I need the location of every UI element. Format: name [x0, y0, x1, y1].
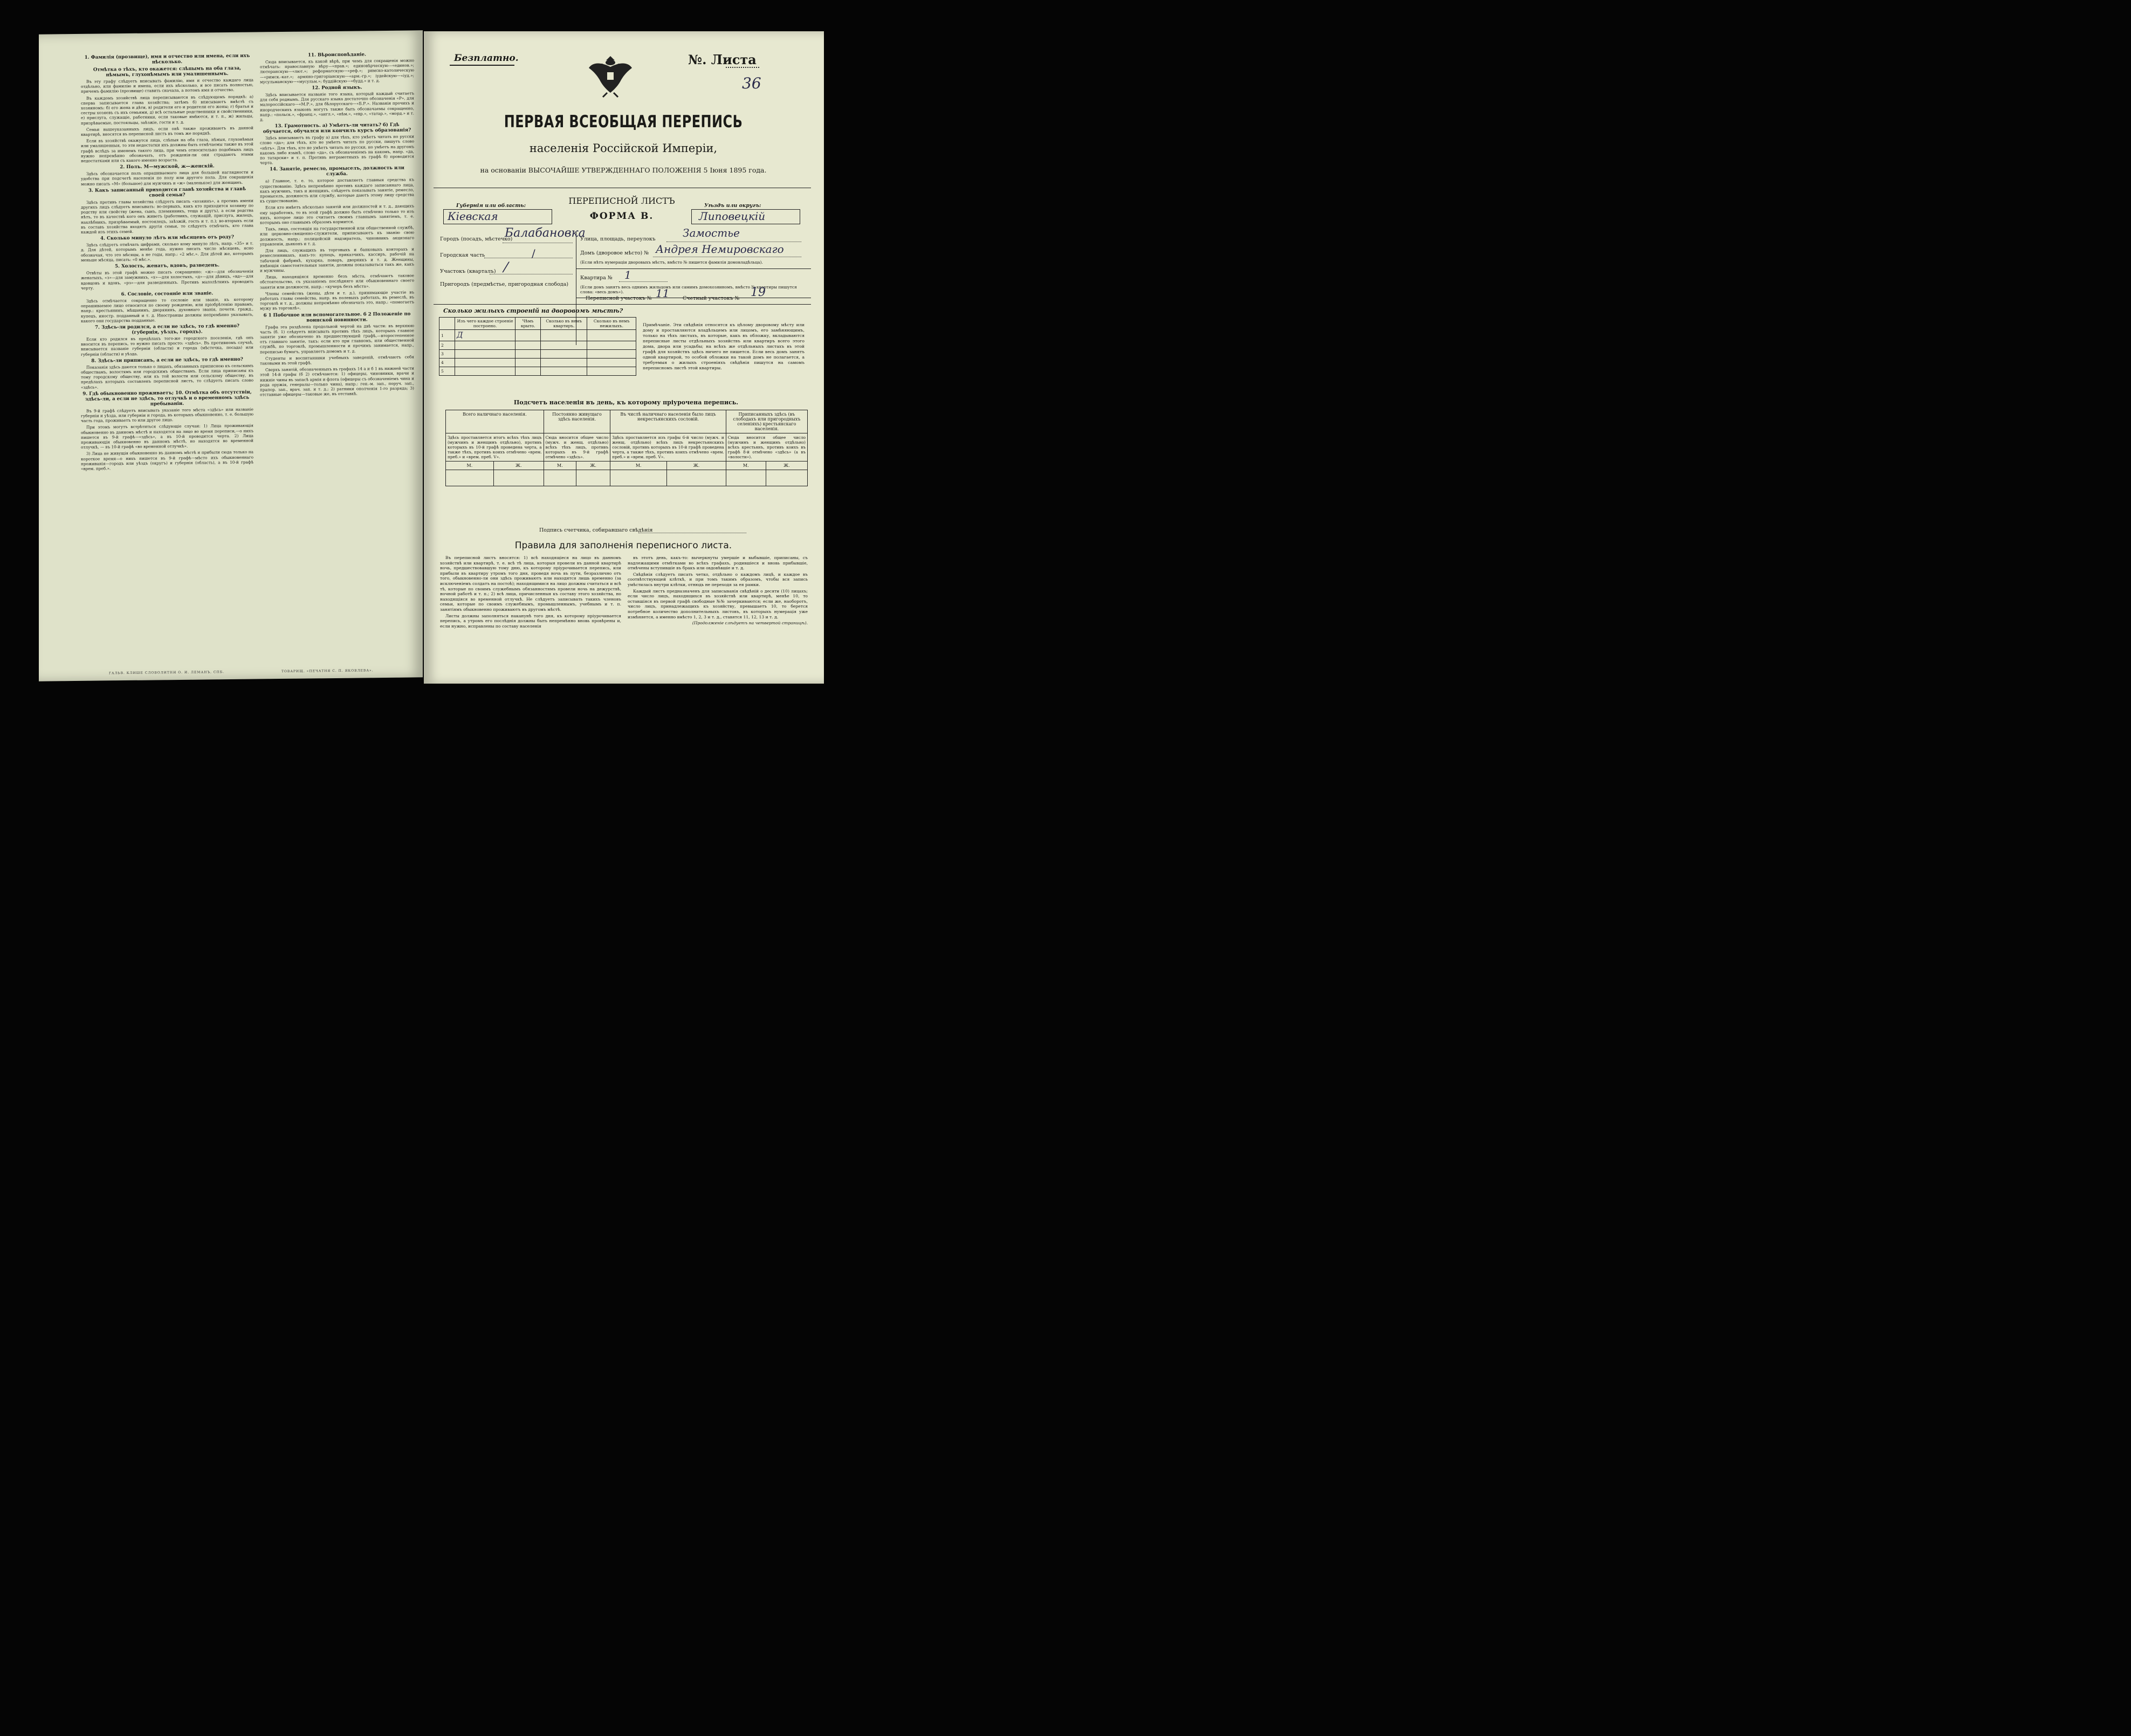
ulitsa-value: Замостье — [683, 226, 740, 239]
section-heading: 2. Полъ. М—мужской, ж—женскій. — [120, 163, 215, 170]
sheet-number-line — [726, 52, 759, 68]
printer-left: ГАЛЬВ. КЛИШЕ СЛОВОЛИТНИ О. И. ЛЕМАНЪ, СПБ. — [109, 670, 225, 676]
build-header-material: Изъ чего каждое строеніе построено. — [455, 318, 515, 330]
section-paragraph: Здѣсь вписываютъ въ графу а) для тѣхъ, кто умѣетъ читать по русски слово «да»; для тѣхъ, кто не умѣетъ читать по русски, пишутъ слово «нѣтъ». Для тѣхъ, кто не умѣетъ читать по русски, но умѣетъ на другомъ какомъ либо языкѣ, слово «да», съ обозначеніемъ на какомъ, напр. «да, по татарски» и т. п. Противъ неграмотныхъ въ графѣ б) проводится черта. — [260, 134, 414, 166]
gorod-value: Балабановка — [505, 226, 586, 240]
count-header-peasant: Приписанныхъ здѣсь (въ слободахъ или пригородныхъ селеніяхъ) крестьянскаго населенія. — [726, 410, 807, 433]
count-desc-noncrest: Здѣсь проставляется изъ графы 6-й число (мужч. и женщ. отдѣльно) всѣхъ лицъ некрестьянскихъ сословій, противъ которыхъ въ 10-й графѣ проведена черта, а также тѣхъ, противъ коихъ отмѣчено «врем. преб.» и «врем. преб. V». — [610, 433, 726, 461]
section-paragraph: Отвѣты въ этой графѣ можно писать сокращенно: «ж»—для обозначенія женатыхъ, «з»—для замужнихъ, «х»—для холостыхъ, «д»—для дѣвицъ, «вд»—для вдовцовъ и вдовъ, «рз»—для разведенныхъ. Противъ малолѣтнихъ проводить черту. — [81, 268, 253, 291]
build-row-num: 1 — [439, 330, 455, 341]
count-header-noncrest: Въ числѣ наличнаго населенія было лицъ некрестьянскихъ сословій. — [610, 410, 726, 433]
kvartira-line — [619, 281, 668, 282]
section-heading: 14. Занятіе, ремесло, промыселъ, должность или служба. — [270, 166, 404, 177]
count-m: М. — [446, 461, 494, 470]
kvartira-label: Квартира № — [580, 275, 613, 281]
section-heading: 1. Фамилія (прозвище), имя и отчество или имена, если ихъ нѣсколько. — [84, 53, 250, 65]
section-paragraph: Въ эту графу слѣдуетъ вписывать фамилію, имя и отчество каждаго лица отдѣльно, или фамилію и имена, если ихъ нѣсколько, и все писать полностью, причемъ фамилію (прозвище) ставить сначала, а потомъ имя и отчество. — [81, 77, 253, 94]
count-m: М. — [726, 461, 766, 470]
kvartira-value: 1 — [624, 268, 631, 281]
section-paragraph: Здѣсь отмѣчается сокращенно то сословіе или званіе, къ которому опрашиваемое лицо относится по своему рожденію, или пріобрѣтенію правамъ, напр.: крестьянинъ, мѣщанинъ, дворянинъ, духовнаго званія, почетн. гражд., купецъ, иностр. подданный и т. д. Иностранцы должны непремѣнно указывать, какого они государства подданные. — [81, 297, 253, 323]
schet-uchastok-value: 19 — [751, 286, 766, 299]
primechanie-note: Примѣчаніе. Эти свѣдѣнія относятся къ цѣлому дворовому мѣсту или дому и проставляются владѣльцемъ или лицомъ, его замѣняющимъ, только на тѣхъ листахъ, въ которые, какъ въ обложку, вкладываются переписные листы отдѣльныхъ хозяйствъ или квартиръ всего этого дома, двора или усадьбы; на всѣхъ же отдѣльныхъ листахъ въ этой графѣ для хозяйствъ здѣсь ничего не пишется. Если весь домъ занятъ одной квартирой, то особой обложки на такой домъ не полагается, а требуемыя о жилыхъ строеніяхъ свѣдѣнія пишутся на самомъ переписномъ листѣ этой квартиры. — [643, 322, 805, 370]
section-heading: 4. Сколько минуло лѣтъ или мѣсяцевъ отъ роду? — [100, 235, 234, 242]
rules-right-column — [628, 555, 808, 627]
rules-right-p3: Каждый листъ предназначенъ для записыванія свѣдѣній о десяти (10) лицахъ; если число лицъ, находящихся въ хозяйствѣ или квартирѣ, менѣе 10, то оставшіяся въ первой графѣ свободные №№ зачеркиваются; если же, наоборотъ, число лицъ, принадлежащихъ къ хозяйству, превышаетъ 10, то берется потребное количество дополнительныхъ листовъ, въ которыхъ нумерація уже измѣняется, а именно вмѣсто 1, 2, 3 и т. д., ставятся 11, 12, 13 и т. д. — [628, 588, 808, 619]
printer-right: ТОВАРИЩ. «ПЕЧАТНЯ С. П. ЯКОВЛЕВА». — [281, 669, 374, 674]
section-paragraph: Въ 9-й графѣ слѣдуетъ вписывать указаніе того мѣста «здѣсь» или названіе губерніи и уѣзда, или губерніи и города, въ которыхъ обыкновенно, т. е. большую часть года, проживаетъ то или другое лицо. — [81, 407, 253, 424]
section-paragraph: Если кто родился въ предѣлахъ того-же городского поселенія, гдѣ онъ вносится въ перепись, то нужно писать просто: «здѣсь». Въ противномъ случаѣ, вписывается названіе губерніи (области) и города (мѣстечка, посада) или губерніи (области) и уѣзда. — [81, 335, 253, 357]
section-paragraph: При этомъ могутъ встрѣтиться слѣдующіе случаи: 1) Лица проживающія обыкновенно въ данномъ мѣстѣ и находятся на лицо во время переписи,—о нихъ пишется въ 9-й графѣ—«здѣсь», а въ 10-й проводится черта. 2) Лица проживающія обыкновенно въ данномъ мѣстѣ, но находятся во временной отлучкѣ, — въ 10-й графѣ «во временной отлучкѣ». — [81, 423, 253, 450]
section-paragraph: Показанія здѣсь даются только о лицахъ, обязанныхъ приписною къ сельскимъ обществамъ, волостямъ или городскимъ обществамъ. Если лица приписаны къ тому городскому обществу, или къ той волости или сельскому обществу, въ предѣлахъ которыхъ составленъ переписной листъ, то слѣдуетъ писать слово «здѣсь». — [81, 363, 253, 390]
ulitsa-label: Улица, площадь, переулокъ — [580, 236, 656, 242]
uezd-label: Уѣздъ или округъ: — [704, 203, 761, 209]
perepis-uchastok-value: 11 — [656, 287, 670, 300]
left-column-2 — [260, 50, 414, 398]
chast-dash: / — [532, 247, 535, 260]
section-heading: 8. Здѣсь-ли приписанъ, а если не здѣсь, то гдѣ именно? — [91, 356, 243, 364]
rules-left-column — [440, 555, 621, 630]
address-bottom-rule — [434, 304, 811, 305]
dom-note: (Если нѣтъ нумераціи дворовыхъ мѣстъ, вмѣсто № пишется фамилія домовладѣльца). — [580, 260, 763, 265]
dom-label: Домъ (дворовое мѣсто) № — [580, 250, 649, 256]
kvartira-rule — [576, 268, 811, 269]
section-paragraph: Если кто имѣетъ нѣсколько занятій или должностей и т. д., дающихъ ему заработокъ, то въ этой графѣ должно быть отмѣчено только то изъ нихъ, которое лицо это считаетъ своимъ главнымъ занятіемъ, т. е. которымъ оно главнымъ образомъ кормится. — [260, 203, 414, 225]
build-header-nonresidential: Сколько въ немъ нежилыхъ. — [587, 318, 636, 330]
section-paragraph: Здѣсь вписывается названіе того языка, который каждый считаетъ для себя роднымъ. Для русскаго языка достаточно обозначенія «Р», для малороссійскаго—«М.Р.», для бѣлорусскаго—«Б.Р.». Названія прочихъ и инородческихъ языковъ могутъ также быть обозначаемы сокращенно, напр.: «польск.», «франц.», «англ.», «нѣм.», «евр.», «татар.», «морд.» и т. д. — [260, 91, 414, 122]
section-paragraph: 3) Лица не живущія обыкновенно въ данномъ мѣстѣ и прибыли сюда только на короткое время—о нихъ пишется въ 9-й графѣ—мѣсто ихъ обыкновеннаго проживанія—городъ или уѣздъ (округъ) и губернія (область), а въ 10-й графѣ «врем. преб.». — [81, 449, 253, 471]
uchastok-dash: ⁄ — [505, 260, 507, 276]
section-paragraph: Здѣсь обозначается полъ опрашиваемаго лица для большей наглядности и удобства при подсчетѣ населенія по полу или другого пола. Для сокращенія можно писать «М» (большое) для мужчинъ и «ж» (маленькое) для женщинъ. — [81, 169, 253, 187]
section-heading: 6 1 Побочное или вспомогательное. б 2 Положеніе по воинской повинности. — [263, 311, 411, 323]
form-title: ПЕРЕПИСНОЙ ЛИСТЪ — [568, 196, 675, 206]
section-paragraph: Члены семействъ (жены, дѣти и т. д.), принимающіе участіе въ работахъ главы семейства, напр. въ полевыхъ работахъ, въ ремеслѣ, въ торговлѣ и т. д., должны непремѣнно обозначать это, напр.: «помогаетъ мужу въ торговлѣ». — [260, 290, 414, 311]
gorod-label: Городъ (посадъ, мѣстечко) — [440, 236, 513, 242]
kvartira-note: (Если домъ занятъ весь однимъ жильцомъ или самимъ домохозяиномъ, вмѣсто № квартиры пишутся слова: «весь домъ»). — [580, 285, 797, 294]
count-zh: Ж. — [667, 461, 726, 470]
census-title: ПЕРВАЯ ВСЕОБЩАЯ ПЕРЕПИСЬ — [504, 112, 743, 132]
uchastok-label: Участокъ (кварталъ) — [440, 268, 496, 274]
schet-uchastok-label: Счетный участокъ № — [683, 295, 740, 301]
sheet-number-label: №. Листа — [688, 52, 757, 67]
buildings-table — [439, 317, 636, 376]
signature-label: Подпись счетчика, собиравшаго свѣдѣнія — [539, 527, 653, 533]
section-paragraph: Студенты и воспитанники учебныхъ заведеній, отмѣчаютъ себя таковыми въ этой графѣ. — [260, 354, 414, 366]
form-subtitle: ФОРМА В. — [589, 211, 654, 222]
gubernia-value: Кіевская — [448, 210, 498, 223]
rules-right-p1: въ этотъ день, какъ-то: вычеркнуты умершіе и выбывшіе, приписаны, съ надлежащими отмѣтками во всѣхъ графахъ, родившіеся и вновь прибывшіе, отмѣчены вступившіе въ бракъ или овдовѣвшіе и т. д. — [628, 555, 808, 571]
section-paragraph: Въ каждомъ хозяйствѣ лица переписываются въ слѣдующемъ порядкѣ: а) сперва записывается глава хозяйства; затѣмъ б) вписываютъ вмѣстѣ съ хозяиномъ: б) его жена и дѣти, в) родители его и родители его жены; г) братья и сестры хозяевъ съ ихъ семьями, д) всѣ остальные родственники и свойственники, е) прислуга, служащіе, работники, если таковые имѣются, и т. п., ж) жильцы, призрѣваемые, постояльцы, заѣзжіе, гости и т. д. — [81, 94, 253, 126]
population-count-table — [445, 410, 808, 486]
rules-left-p2: Листы должны заполняться наканунѣ того дня, къ которому пріурочивается перепись, а утромъ его послѣднія должны быть непремѣнно вновь провѣрены и, если нужно, исправлены по составу населенія — [440, 613, 621, 629]
count-m: М. — [544, 461, 576, 470]
build-row-num: 2 — [439, 341, 455, 350]
census-basis: на основаніи ВЫСОЧАЙШЕ УТВЕРЖДЕННАГО ПОЛОЖЕНІЯ 5 Іюня 1895 года. — [480, 166, 767, 174]
section-heading: Отмѣтка о тѣхъ, кто окажется: слѣпымъ на оба глаза, нѣмымъ, глухонѣмымъ или умалишеннымъ. — [93, 65, 242, 78]
rules-left-p1: Въ переписной листъ вносятся: 1) всѣ находящіеся на лицо въ данномъ хозяйствѣ или квартирѣ, т. е. всѣ тѣ лица, которыя провели въ данной квартирѣ ночь, предшествовавшую тому дню, къ которому пріурочивается перепись, или прибыли въ квартиру утромъ того дня, проведя ночь въ пути, безразлично отъ того, обыкновенно-ли они здѣсь проживаютъ или находятся лишь временно (за исключеніемъ солдатъ на постоѣ); находящимися на лицо должны считаться и всѣ тѣ, которые по своимъ служебнымъ обязанностямъ провели ночь на дежурствѣ, ночной работѣ и т. п.; 2) всѣ лица, причисленныя къ составу этого хозяйства, но находящіяся во временной отлучкѣ. Не слѣдуетъ записывать такихъ членовъ семьи, которые по своимъ служебнымъ, промышленнымъ, учебнымъ и т. п. занятіямъ обыкновенно проживаютъ въ другомъ мѣстѣ. — [440, 555, 621, 612]
perepis-uchastok-label: Переписной участокъ № — [586, 295, 652, 301]
build-row-num: 4 — [439, 359, 455, 367]
section-paragraph: Здѣсь противъ главы хозяйства слѣдуетъ писать «хозяинъ», а противъ имени другихъ лицъ слѣдуетъ вписывать: во-первыхъ, какъ кто приходится хозяину по родству или свойству (жена, сынъ, племянникъ, теща и другъ), а если родства нѣтъ, то въ качествѣ кого онъ живетъ (работникъ, служащій, прислуга, жилецъ, нахлѣбникъ, призрѣваемый, постоялецъ, заѣзжій, гость и т. п.); во-вторыхъ если въ составъ хозяйства входятъ другія семьи, то слѣдуетъ отмѣчать, кто глава каждой изъ этихъ семей. — [81, 198, 253, 235]
count-header-permanent: Постоянно живущаго здѣсь населенія. — [544, 410, 610, 433]
double-eagle-emblem — [586, 51, 635, 100]
section-heading: 9. Гдѣ обыкновенно проживаетъ; 10. Отмѣтка объ отсутствіи, здѣсь-ли, а если не здѣсь, то отлучкѣ и о временномъ здѣсь пребываніи. — [83, 389, 252, 407]
count-m: М. — [610, 461, 667, 470]
census-subtitle: населенія Россійской Имперіи, — [529, 142, 718, 155]
section-paragraph: Сверхъ занятій, обозначенныхъ въ графахъ 14 а и б 1 въ нижней части этой 14-й графы (б 2) отмѣчаются: 1) офицеры, чиновники, врачи и нижніе чины въ запасѣ армія и флота (офицеры съ обозначеніемъ чина и рода оружія, генералы—только чина), напр.: ген.-м. зап., поруч. зап., прапор. зап., врач. зап. и т. д.; 2) ратники ополченія 1-го разряда; 3) отставные офицеры—таковые же, въ отставкѣ. — [260, 366, 414, 397]
section-heading: 5. Холость, женатъ, вдовъ, разведенъ. — [115, 263, 219, 270]
free-label: Безплатно. — [454, 53, 519, 64]
build-row-num: 3 — [439, 350, 455, 359]
section-paragraph: Графа эта раздѣлена продольной чертой на двѣ части: въ верхнюю часть (б. 1) слѣдуетъ вписывать противъ тѣхъ лицъ, которыхъ главное занятіе уже обозначено въ предшествующей графѣ,—второстепенное отъ главнаго занятіе, такъ: если кто при главномъ, или общественной службѣ, по торговлѣ, промышленности и прочимъ занимается, напр., переписью бумагъ, управляетъ домомъ и т. д. — [260, 322, 414, 354]
section-heading: 7. Здѣсь-ли родился, а если не здѣсь, то гдѣ именно? (губернія, уѣздъ, городъ). — [95, 323, 239, 335]
section-paragraph: Если въ хозяйствѣ окажутся лица, слѣпыя на оба глаза, нѣмыя, глухонѣмыя или умалишенныя, то эти недостатки ихъ должны быть отмѣчаемы также въ этой графѣ вслѣдъ за именемъ такого лица, при чемъ относительно подобныхъ лицъ нужно непремѣнно обозначать, отъ рожденія-ли они страдаютъ этими недостатками или съ какого именно возраста. — [81, 136, 253, 163]
left-column-1 — [81, 52, 253, 473]
count-desc-total: Здѣсь проставляется итогъ всѣхъ тѣхъ лицъ (мужчинъ и женщинъ отдѣльно), противъ которыхъ въ 10-й графѣ проведена черта, а также тѣхъ, противъ коихъ отмѣчено «врем. преб.» и «врем. преб. V». — [446, 433, 544, 461]
gubernia-label: Губернія или область: — [456, 203, 526, 209]
right-page — [424, 31, 824, 684]
section-paragraph: Лица, находящіяся временно безъ мѣста, отмѣчаютъ таковое обстоятельство, съ указаніемъ послѣдняго или обыкновеннаго своего занятія или должности, напр.: «кучеръ безъ мѣста». — [260, 273, 414, 290]
count-zh: Ж. — [766, 461, 807, 470]
section-heading: 3. Какъ записанный приходится главѣ хозяйства и главѣ своей семьи? — [88, 186, 246, 198]
count-zh: Ж. — [493, 461, 544, 470]
count-desc-peasant: Сюда вносится общее число (мужчинъ и женщинъ отдѣльно) всѣхъ крестьянъ, противъ коихъ въ графѣ 8-й отмѣчено «здѣсь» (а въ «волости»). — [726, 433, 807, 461]
count-header-total: Всего наличнаго населенія. — [446, 410, 544, 433]
section-paragraph: Семьи вышеуказанныхъ лицъ, если онѣ также проживаютъ въ данной квартирѣ, вносятся въ переписной листъ въ томъ же порядкѣ. — [81, 125, 253, 137]
count-zh: Ж. — [576, 461, 610, 470]
section-heading: 11. Вѣроисповѣданіе. — [308, 52, 366, 58]
podschet-title: Подсчетъ населенія въ день, къ которому пріурочена перепись. — [513, 399, 739, 406]
build-row-num: 5 — [439, 367, 455, 376]
section-paragraph: Для лицъ, служащихъ въ торговыхъ и банковыхъ конторахъ и ремесленникахъ, какъ-то: купецъ, приказчикъ, кассиръ, рабочій на табачной фабрикѣ, кухарка, поваръ, дворникъ и т. д. Женщины, имѣющія самостоятельныя занятія, должны показываться такъ же, какъ и мужчины. — [260, 246, 414, 273]
section-heading: 13. Грамотность. а) Умѣетъ-ли читать? б) Гдѣ обучается, обучался или кончилъ курсъ образованія? — [263, 122, 411, 135]
dom-value: Андрея Немировскаго — [656, 243, 784, 256]
sheet-number-value: 36 — [742, 74, 761, 92]
section-heading: 12. Родной языкъ. — [312, 85, 362, 91]
section-heading: 6. Сословіе, состояніе или званіе. — [121, 291, 214, 298]
section-paragraph: Сюда вписывается, къ какой вѣрѣ, при чемъ для сокращенія можно отмѣчать: православную вѣру—«прав.»; единовѣрческую—«единов.»; лютеранскую—«лют.»; реформатскую—«реф.»; римско-католическую—«римск.-кат.»; армяно-григоріанскую—«арм.-гр.»; іудейскую—«іуд.»; мусульманскую—«мусульм.»; буддійскую—«будд.» и т. д. — [260, 58, 414, 85]
uezd-value: Липовецкій — [699, 210, 766, 223]
left-page — [39, 30, 423, 681]
section-paragraph: Здѣсь слѣдуетъ отмѣчать цифрами, сколько кому минуло лѣтъ, напр. «35» и т. д. Для дѣтей, которымъ менѣе года, нужно писать число мѣсяцевъ, ясно обозначая, что это мѣсяцы, а не годы, напр.: «2 мѣс.». Для дѣтей же, которымъ меньше мѣсяца, писать: «0 мѣс.». — [81, 240, 253, 263]
section-paragraph: а) Главное, т. е. то, которое доставляетъ главныя средства къ существованію. Здѣсь непремѣнно противъ каждаго записаннаго лица, какъ мужчинъ, такъ и женщинъ, слѣдуетъ показывать занятіе, ремесло, промыселъ, должность или службу, которые даютъ этому лицу средства къ существованію. — [260, 177, 414, 204]
build-header-roof: Чѣмъ крыто. — [515, 318, 541, 330]
section-paragraph: Такъ, лица, состоящія на государственной или общественной службѣ, или церковно-священно-служители, приписываютъ къ званію свою должность, напр.: полицейскій надзиратель, чиновникъ акцизнаго управленія, дьяконъ и т. д. — [260, 225, 414, 247]
count-desc-permanent: Сюда вносится общее число (мужч. и женщ. отдѣльно) всѣхъ тѣхъ лицъ, противъ которыхъ въ 9-й графѣ отмѣчено «здѣсь». — [544, 433, 610, 461]
prigorod-label: Пригородъ (предмѣстье, пригородная слобода) — [440, 281, 569, 287]
rules-title: Правила для заполненія переписного листа. — [514, 540, 732, 551]
build-row-1-material: Д — [455, 330, 515, 341]
rules-continued: (Продолженіе слѣдуетъ на четвертой страницѣ). — [692, 621, 808, 626]
stroeniya-question: Сколько жилыхъ строеній на дворовомъ мѣстѣ? — [443, 307, 623, 314]
free-underline — [450, 65, 514, 66]
build-header-apartments: Сколько въ немъ квартиръ. — [541, 318, 587, 330]
rules-right-p2: Свѣдѣнія слѣдуетъ писать четко, отдѣльно о каждомъ лицѣ, и каждое въ соотвѣтствующей клѣткѣ, и при томъ такимъ образомъ, чтобы вся запись умѣстилась внутри клѣтки, отнюдь не переходя за ея рамки. — [628, 571, 808, 587]
chast-label: Городская часть — [440, 252, 485, 258]
